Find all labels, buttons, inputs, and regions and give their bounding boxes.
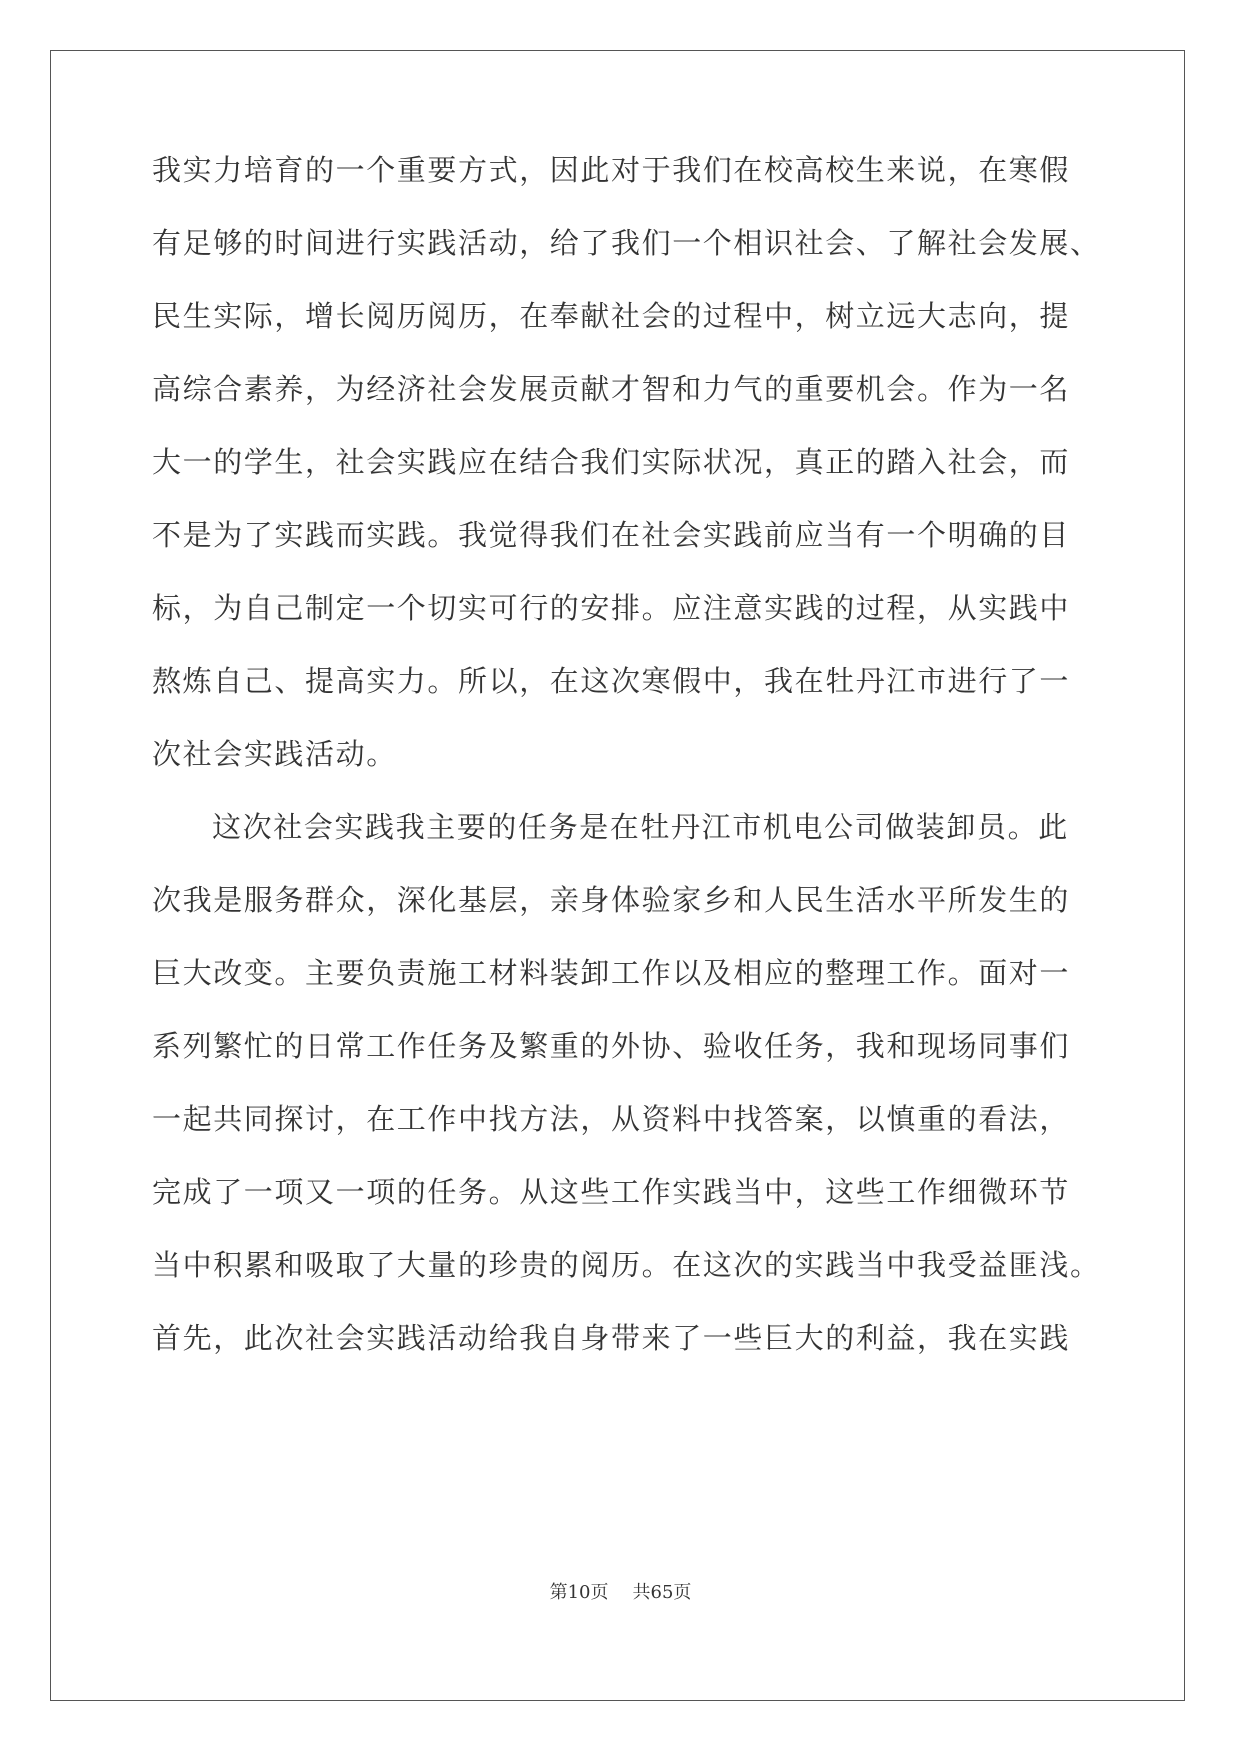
- text-line: 民生实际，增长阅历阅历，在奉献社会的过程中，树立远大志向，提: [152, 299, 1071, 333]
- text-line: 高综合素养，为经济社会发展贡献才智和力气的重要机会。作为一名: [152, 372, 1071, 406]
- text-line: 首先，此次社会实践活动给我自身带来了一些巨大的利益，我在实践: [152, 1321, 1071, 1355]
- text-line: 熬炼自己、提高实力。所以，在这次寒假中，我在牡丹江市进行了一: [152, 664, 1071, 698]
- text-line: 次我是服务群众，深化基层，亲身体验家乡和人民生活水平所发生的: [152, 883, 1071, 917]
- page-number-total: 共65页: [632, 1582, 692, 1603]
- paragraph-first-line: 这次社会实践我主要的任务是在牡丹江市机电公司做装卸员。此: [212, 810, 1069, 844]
- text-line: 有足够的时间进行实践活动，给了我们一个相识社会、了解社会发展、: [152, 226, 1101, 260]
- page-number-current: 第10页: [549, 1582, 609, 1603]
- text-line: 系列繁忙的日常工作任务及繁重的外协、验收任务，我和现场同事们: [152, 1029, 1071, 1063]
- text-line: 当中积累和吸取了大量的珍贵的阅历。在这次的实践当中我受益匪浅。: [152, 1248, 1101, 1282]
- text-line: 一起共同探讨，在工作中找方法，从资料中找答案，以慎重的看法，: [152, 1102, 1071, 1136]
- text-line: 标，为自己制定一个切实可行的安排。应注意实践的过程，从实践中: [152, 591, 1071, 625]
- text-line: 不是为了实践而实践。我觉得我们在社会实践前应当有一个明确的目: [152, 518, 1071, 552]
- text-line: 完成了一项又一项的任务。从这些工作实践当中，这些工作细微环节: [152, 1175, 1071, 1209]
- page-footer: [0, 1578, 1241, 1604]
- text-line: 次社会实践活动。: [152, 737, 397, 771]
- text-line: 大一的学生，社会实践应在结合我们实际状况，真正的踏入社会，而: [152, 445, 1071, 479]
- text-line: 我实力培育的一个重要方式，因此对于我们在校高校生来说，在寒假: [152, 153, 1071, 187]
- text-line: 巨大改变。主要负责施工材料装卸工作以及相应的整理工作。面对一: [152, 956, 1071, 990]
